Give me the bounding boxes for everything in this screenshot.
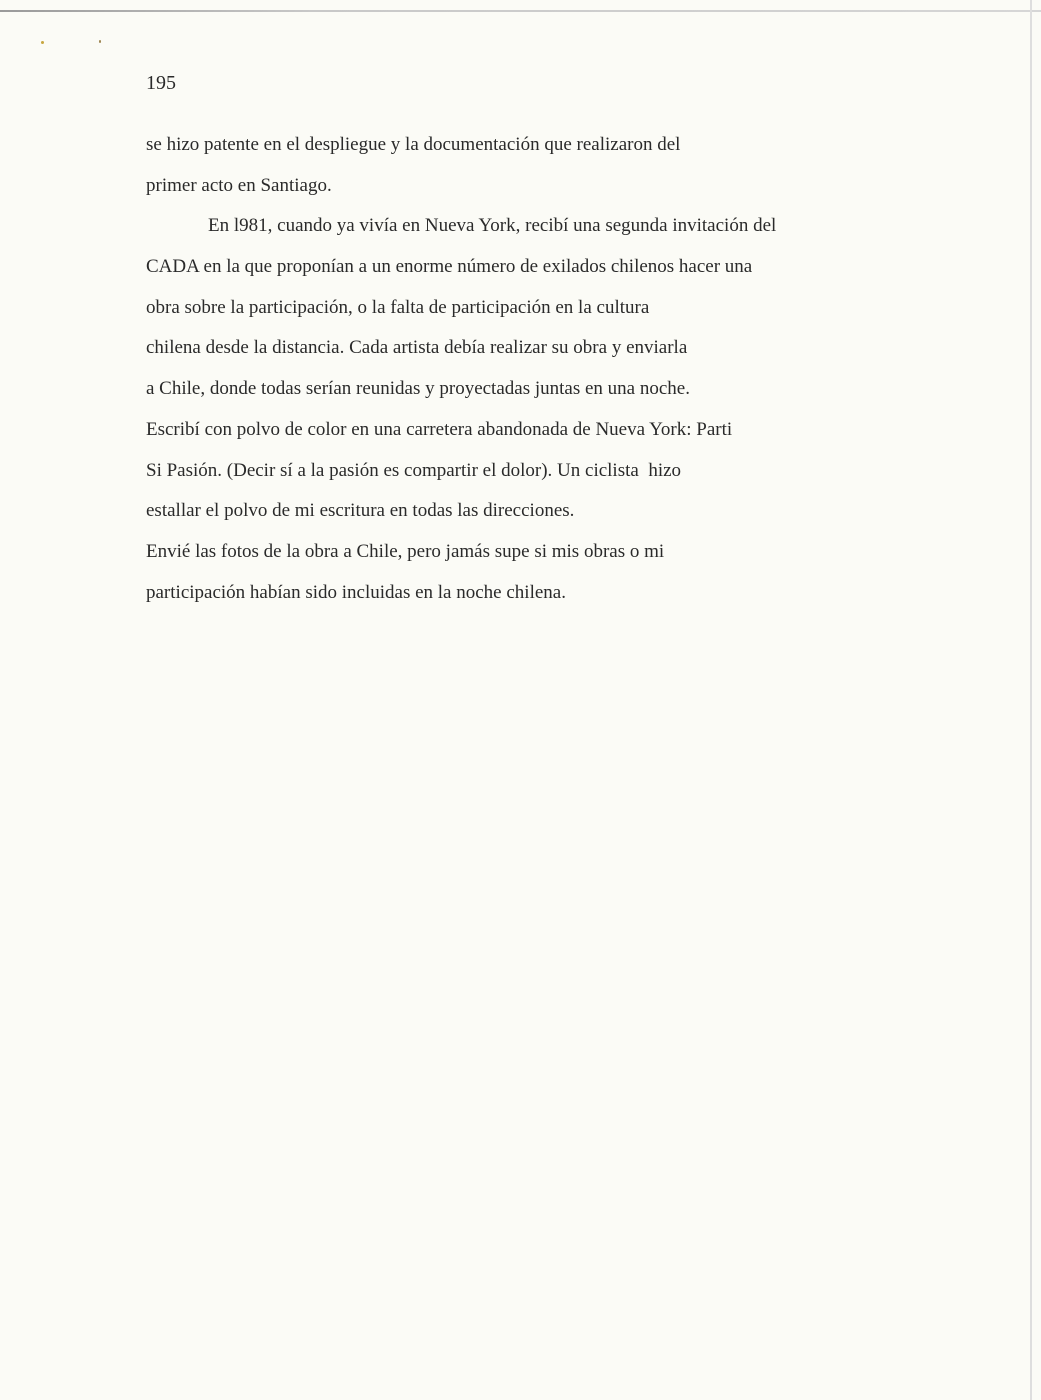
- text-line: Si Pasión. (Decir sí a la pasión es compartir el dolor). Un ciclista hizo: [146, 459, 682, 481]
- body-text: [146, 132, 866, 620]
- scan-right-edge: [1030, 0, 1032, 1400]
- page-number: 195: [146, 72, 176, 94]
- text-line: Escribí con polvo de color en una carretera abandonada de Nueva York: Parti: [146, 418, 733, 440]
- text-line: obra sobre la participación, o la falta de participación en la cultura: [146, 296, 650, 318]
- text-line: primer acto en Santiago.: [146, 174, 332, 196]
- scan-top-edge: [0, 10, 1041, 12]
- text-line: Envié las fotos de la obra a Chile, pero jamás supe si mis obras o mi: [146, 540, 665, 562]
- text-line: chilena desde la distancia. Cada artista debía realizar su obra y enviarla: [146, 337, 688, 359]
- scan-speck: [99, 40, 101, 43]
- text-line: participación habían sido incluidas en la noche chilena.: [146, 581, 566, 603]
- scan-speck: [41, 41, 44, 44]
- text-line: estallar el polvo de mi escritura en todas las direcciones.: [146, 500, 575, 522]
- text-line: CADA en la que proponían a un enorme número de exilados chilenos hacer una: [146, 256, 753, 278]
- text-line: se hizo patente en el despliegue y la documentación que realizaron del: [146, 134, 681, 155]
- text-line: a Chile, donde todas serían reunidas y proyectadas juntas en una noche.: [146, 378, 690, 400]
- text-line: En l981, cuando ya vivía en Nueva York, recibí una segunda invitación del: [208, 215, 777, 237]
